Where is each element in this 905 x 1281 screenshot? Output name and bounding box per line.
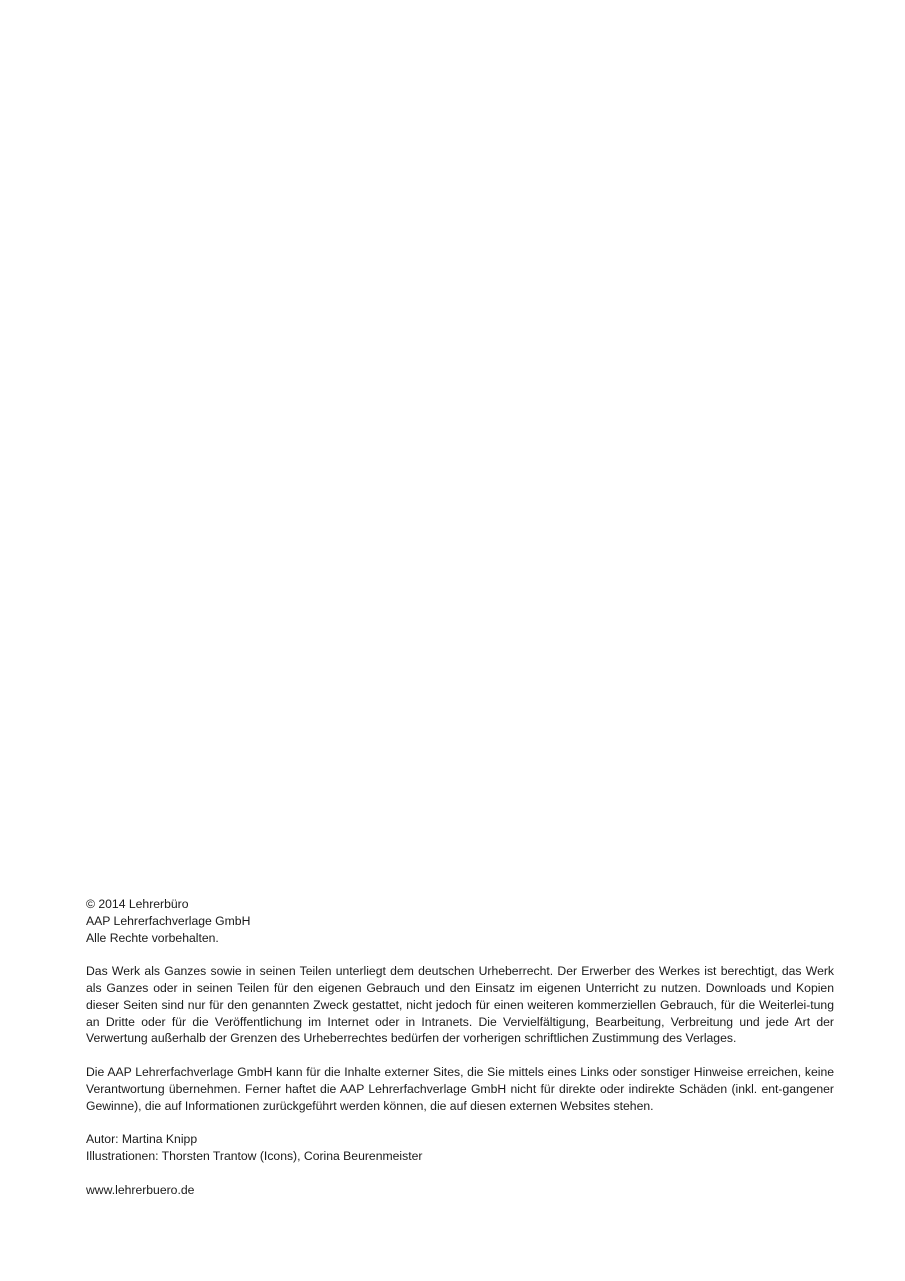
credits-block	[86, 1131, 834, 1165]
rights-reserved: Alle Rechte vorbehalten.	[86, 930, 219, 945]
author-credit: Autor: Martina Knipp	[86, 1132, 198, 1147]
imprint	[86, 896, 834, 1198]
publisher-name: AAP Lehrerfachverlage GmbH	[86, 913, 251, 928]
website-link[interactable]: www.lehrerbuero.de	[86, 1182, 195, 1197]
illustrations-credit: Illustrationen: Thorsten Trantow (Icons), Corina Beurenmeister	[86, 1148, 423, 1163]
copyright-paragraph: Das Werk als Ganzes sowie in seinen Teilen unterliegt dem deutschen Urheberrecht. Der Erwerber des Werkes ist berechtigt, das Werk als Ganzes oder in seinen Teilen für den eigenen Gebrauch und den Einsatz im eigenen Unterricht zu nutzen. Downloads und Kopien dieser Seiten sind nur für den genannten Zweck gestattet, nicht jedoch für einen weiteren kommerziellen Gebrauch, für die Weiterlei-tung an Dritte oder für die Veröffentlichung im Internet oder in Intranets. Die Vervielfältigung, Bearbeitung, Verbreitung und jede Art der Verwertung außerhalb der Grenzen des Urheberrechtes bedürfen der vorherigen schriftlichen Zustimmung des Verlages.	[86, 964, 834, 1046]
copyright-block	[86, 896, 834, 946]
copyright-line: © 2014 Lehrerbüro	[86, 897, 189, 911]
disclaimer-paragraph: Die AAP Lehrerfachverlage GmbH kann für die Inhalte externer Sites, die Sie mittels eines Links oder sonstiger Hinweise erreichen, keine Verantwortung übernehmen. Ferner haftet die AAP Lehrerfachverlage GmbH nicht für direkte oder indirekte Schäden (inkl. ent-gangener Gewinne), die auf Informationen zurückgeführt werden können, die auf diesen externen Websites stehen.	[86, 1064, 834, 1113]
